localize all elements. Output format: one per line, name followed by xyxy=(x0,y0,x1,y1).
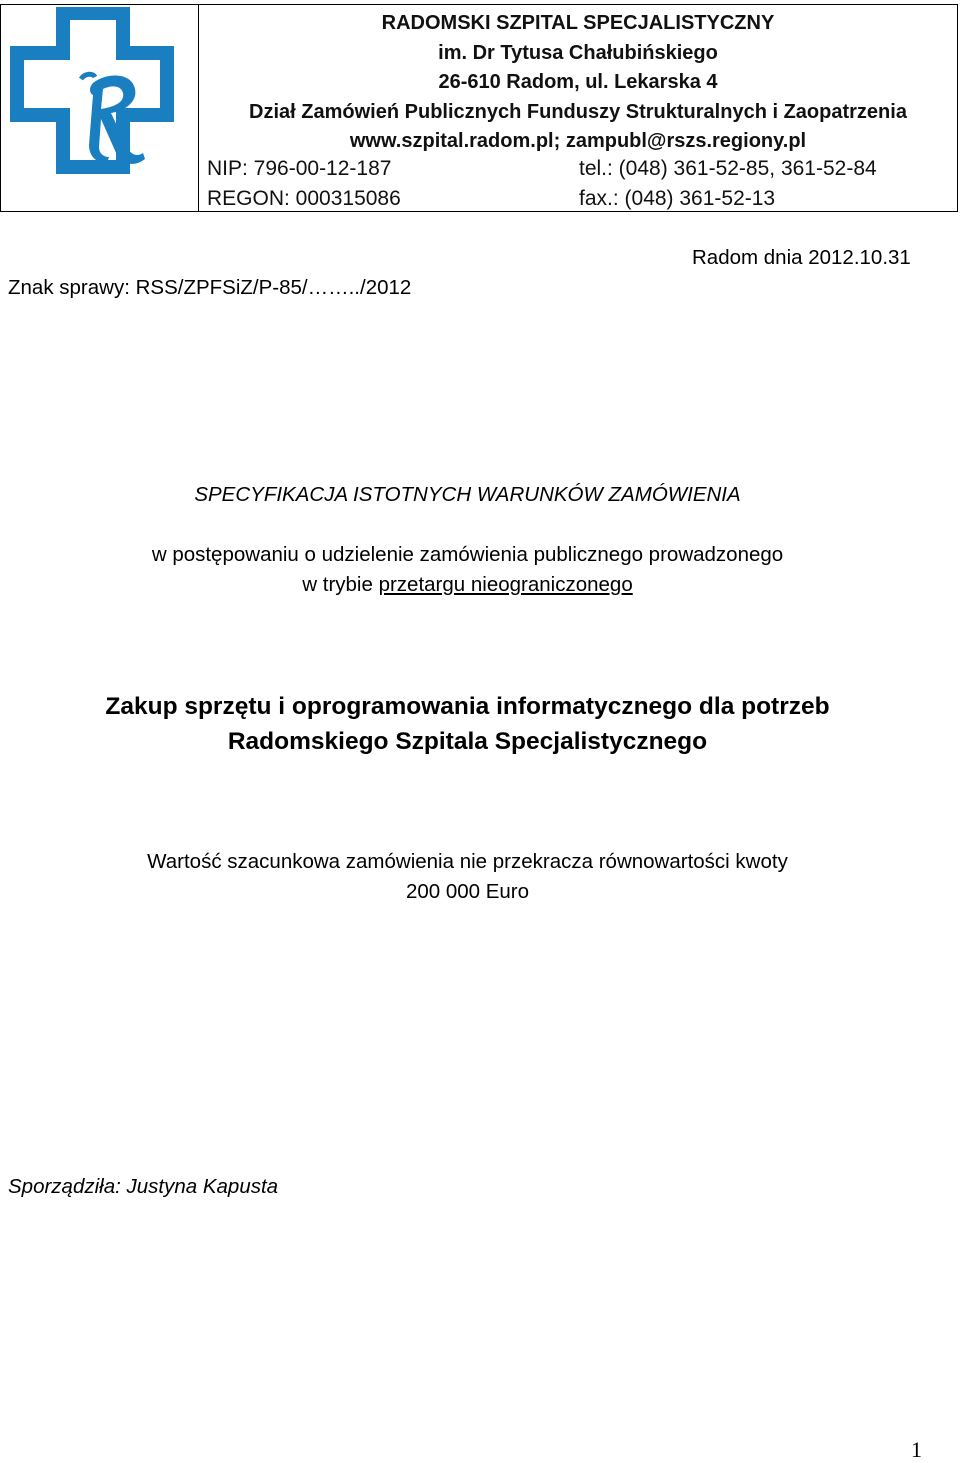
subject-line-2: Radomskiego Szpitala Specjalistycznego xyxy=(227,728,708,755)
document-date: Radom dnia 2012.10.31 xyxy=(692,246,911,269)
tel-text: tel.: (048) 361-52-85, 361-52-84 xyxy=(579,157,877,180)
fax-text: fax.: (048) 361-52-13 xyxy=(579,187,776,210)
hospital-logo-icon xyxy=(7,7,179,179)
institution-address: 26-610 Radom, ul. Lekarska 4 xyxy=(438,71,718,93)
institution-patron: im. Dr Tytusa Chałubińskiego xyxy=(438,41,718,64)
letterhead xyxy=(0,4,958,212)
value-line-2: 200 000 Euro xyxy=(405,880,530,903)
document-title: SPECYFIKACJA ISTOTNYCH WARUNKÓW ZAMÓWIENIA xyxy=(194,483,741,506)
procedure-mode: przetargu nieograniczonego xyxy=(378,573,633,596)
page-number: 1 xyxy=(911,1437,922,1462)
institution-web-email: www.szpital.radom.pl; zampubl@rszs.regiony.pl xyxy=(349,130,807,152)
nip-text: NIP: 796-00-12-187 xyxy=(207,157,392,180)
prepared-by: Sporządziła: Justyna Kapusta xyxy=(8,1175,279,1198)
estimated-value xyxy=(0,847,935,907)
procedure-line-1: w postępowaniu o udzielenie zamówienia publicznego prowadzonego xyxy=(151,543,784,566)
case-reference: Znak sprawy: RSS/ZPFSiZ/P-85/……../2012 xyxy=(8,276,412,299)
nip-tel-row xyxy=(207,157,877,181)
logo-cell xyxy=(1,5,199,211)
subject-line-1: Zakup sprzętu i oprogramowania informatycznego dla potrzeb xyxy=(105,693,830,720)
institution-info xyxy=(199,9,957,157)
order-subject xyxy=(0,689,935,759)
regon-text: REGON: 000315086 xyxy=(207,187,401,210)
procedure-prefix: w trybie xyxy=(302,573,379,596)
procedure-description xyxy=(0,540,935,600)
value-line-1: Wartość szacunkowa zamówienia nie przekracza równowartości kwoty xyxy=(147,850,788,873)
institution-name: RADOMSKI SZPITAL SPECJALISTYCZNY xyxy=(381,12,775,34)
procedure-line-2 xyxy=(0,570,935,600)
institution-department: Dział Zamówień Publicznych Funduszy Strukturalnych i Zaopatrzenia xyxy=(249,100,907,123)
regon-fax-row xyxy=(207,187,776,211)
